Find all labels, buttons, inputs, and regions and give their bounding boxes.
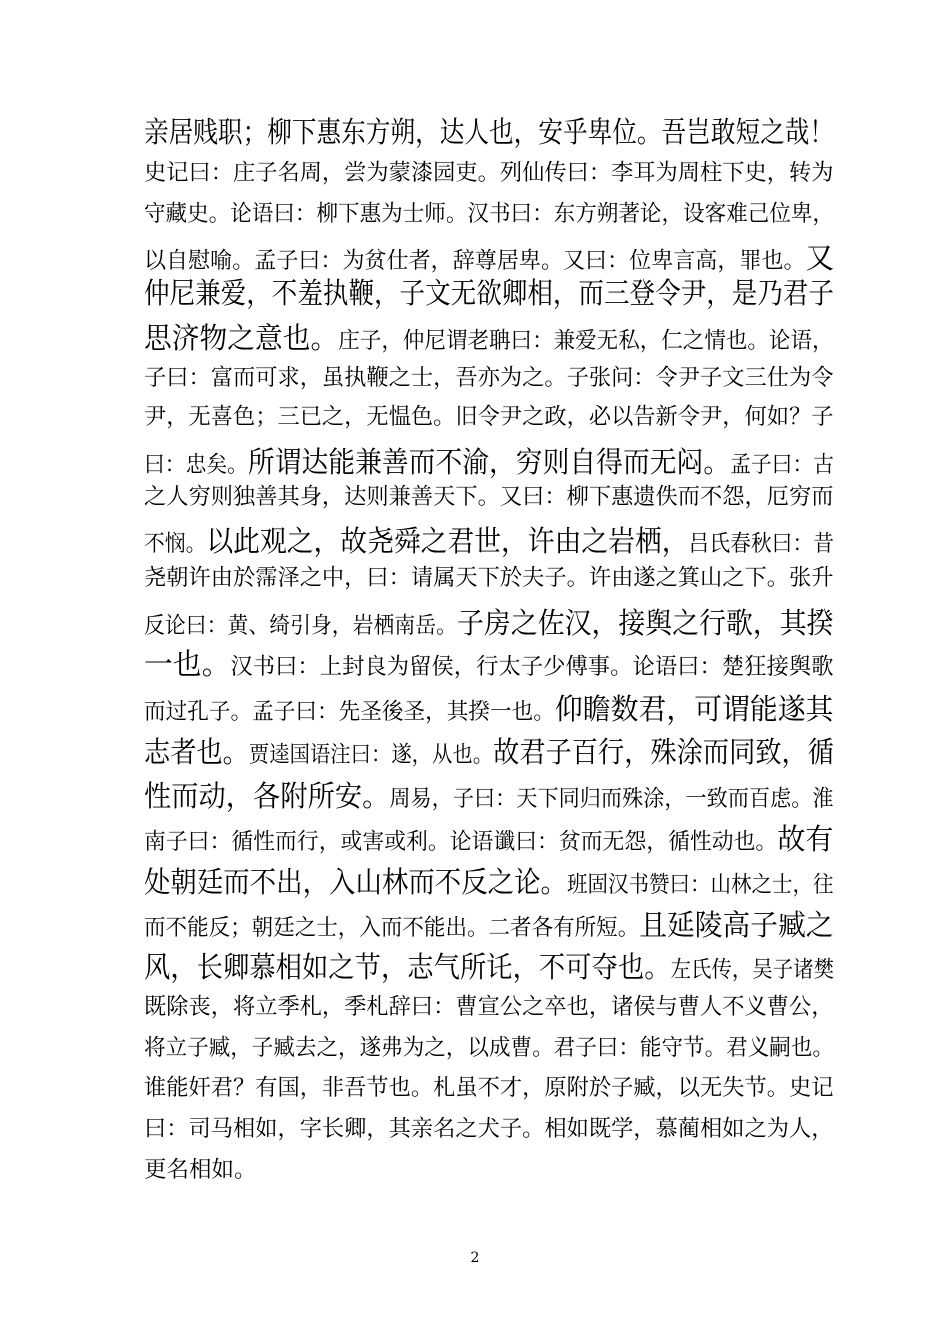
main-text-segment: 亲居贱职；柳下惠东方朔，达人也，安乎卑位。吾岂敢短之哉！ (144, 115, 835, 149)
annotation-segment: 庄子，仲尼谓老聃曰：兼爱无私，仁之情也。论语， (338, 328, 834, 354)
annotation-segment: 谁能奸君？有国，非吾节也。札虽不才，原附於子臧，以无失节。史记 (144, 1075, 834, 1101)
annotation-segment: 以自慰喻。孟子曰：为贫仕者，辞尊居卑。又曰：位卑言高，罪也。 (144, 248, 806, 274)
text-line (144, 774, 834, 815)
main-text-segment: 又 (805, 241, 835, 275)
text-line (144, 945, 834, 986)
annotation-segment: 反论曰：黄、绮引身，岩栖南岳。 (144, 613, 458, 639)
text-line (144, 110, 834, 151)
annotation-segment: 曰：司马相如，字长卿，其亲名之犬子。相如既学，慕蔺相如之为人， (144, 1116, 834, 1142)
main-text-segment: 子房之佐汉，接舆之行歌，其揆 (457, 606, 834, 640)
text-line (144, 479, 833, 511)
main-text-segment: 志者也。 (144, 735, 249, 769)
annotation-segment: 吕氏春秋曰：昔 (688, 531, 835, 557)
annotation-segment: 曰：忠矣。 (144, 452, 248, 478)
text-line (144, 399, 833, 431)
main-text-segment: 仰瞻数君，可谓能遂其 (554, 692, 834, 726)
annotation-segment: 史记曰：庄子名周，尝为蒙漆园吏。列仙传曰：李耳为周柱下史，转为 (144, 160, 834, 186)
text-line (144, 155, 833, 187)
text-line (144, 687, 834, 728)
main-text-segment: 思济物之意也。 (144, 321, 339, 355)
text-line (144, 1070, 833, 1102)
text-line (144, 730, 834, 771)
annotation-segment: 不悯。 (144, 531, 207, 557)
annotation-segment: 孟子曰：古 (730, 452, 835, 478)
annotation-segment: 尧朝许由於霈泽之中，曰：请属天下於夫子。许由遂之箕山之下。张升 (144, 565, 834, 591)
text-line (144, 989, 833, 1021)
annotation-segment: 而过孔子。孟子曰：先圣後圣，其揆一也。 (144, 699, 555, 725)
main-text-segment: 故有 (777, 822, 834, 856)
main-text-segment: 以此观之，故尧舜之君世，许由之岩栖， (206, 524, 689, 558)
text-line (144, 817, 834, 858)
text-line (144, 196, 834, 228)
annotation-segment: 尹，无喜色；三已之，无愠色。旧令尹之政，必以告新令尹，何如？子 (144, 404, 834, 430)
annotation-segment: 子曰：富而可求，虽执鞭之士，吾亦为之。子张问：令尹子文三仕为令 (144, 365, 834, 391)
annotation-segment: 班固汉书赞曰：山林之士，往 (566, 872, 834, 898)
annotation-segment: 左氏传，吴子诸樊 (670, 957, 835, 983)
annotation-segment: 而不能反；朝廷之士，入而不能出。二者各有所短。 (144, 915, 640, 941)
text-line (144, 360, 833, 392)
annotation-segment: 贾逵国语注曰：遂，从也。 (248, 742, 494, 768)
annotation-segment: 汉书曰：上封良为留侯，行太子少傅事。论语曰：楚狂接舆歌 (230, 654, 834, 680)
main-text-segment: 故君子百行，殊涂而同致，循 (493, 735, 835, 769)
annotation-segment: 南子曰：循性而行，或害或利。论语谶曰：贫而无怨，循性动也。 (144, 829, 778, 855)
main-text-segment: 仲尼兼爱，不羞执鞭，子文无欲卿相，而三登令尹，是乃君子 (144, 276, 834, 310)
annotation-segment: 更名相如。 (144, 1157, 257, 1183)
text-line (144, 316, 834, 357)
annotation-segment: 周易，子曰：天下同归而殊涂，一致而百虑。淮 (389, 786, 834, 812)
main-text-segment: 处朝廷而不出，入山林而不反之论。 (144, 865, 567, 899)
annotation-segment: 之人穷则独善其身，达则兼善天下。又曰：柳下惠遗佚而不怨，厄穷而 (144, 484, 834, 510)
text-line (144, 642, 834, 683)
annotation-segment: 将立子臧，子臧去之，遂弗为之，以成曹。君子曰：能守节。君义嗣也。 (144, 1035, 834, 1061)
text-line (144, 1152, 257, 1184)
text-line (144, 1111, 833, 1143)
text-line (144, 440, 834, 481)
page-number: 2 (470, 1250, 480, 1266)
main-text-segment: 且延陵高子臧之 (639, 908, 834, 942)
text-line (144, 519, 834, 560)
text-line (144, 560, 833, 592)
main-text-segment: 所谓达能兼善而不渝，穷则自得而无闷。 (247, 445, 731, 479)
text-line (144, 271, 834, 312)
text-line (144, 860, 834, 901)
main-text-segment: 一也。 (144, 647, 231, 681)
text-line (144, 601, 834, 642)
annotation-segment: 既除丧，将立季札，季札辞曰：曹宣公之卒也，诸侯与曹人不义曹公， (144, 994, 834, 1020)
main-text-segment: 性而动，各附所安。 (144, 779, 390, 813)
text-line (144, 903, 834, 944)
text-line (144, 1030, 834, 1062)
main-text-segment: 风，长卿慕相如之节，志气所讬，不可夺也。 (144, 950, 671, 984)
annotation-segment: 守藏史。论语曰：柳下惠为士师。汉书曰：东方朔著论，设客难己位卑， (144, 201, 834, 227)
